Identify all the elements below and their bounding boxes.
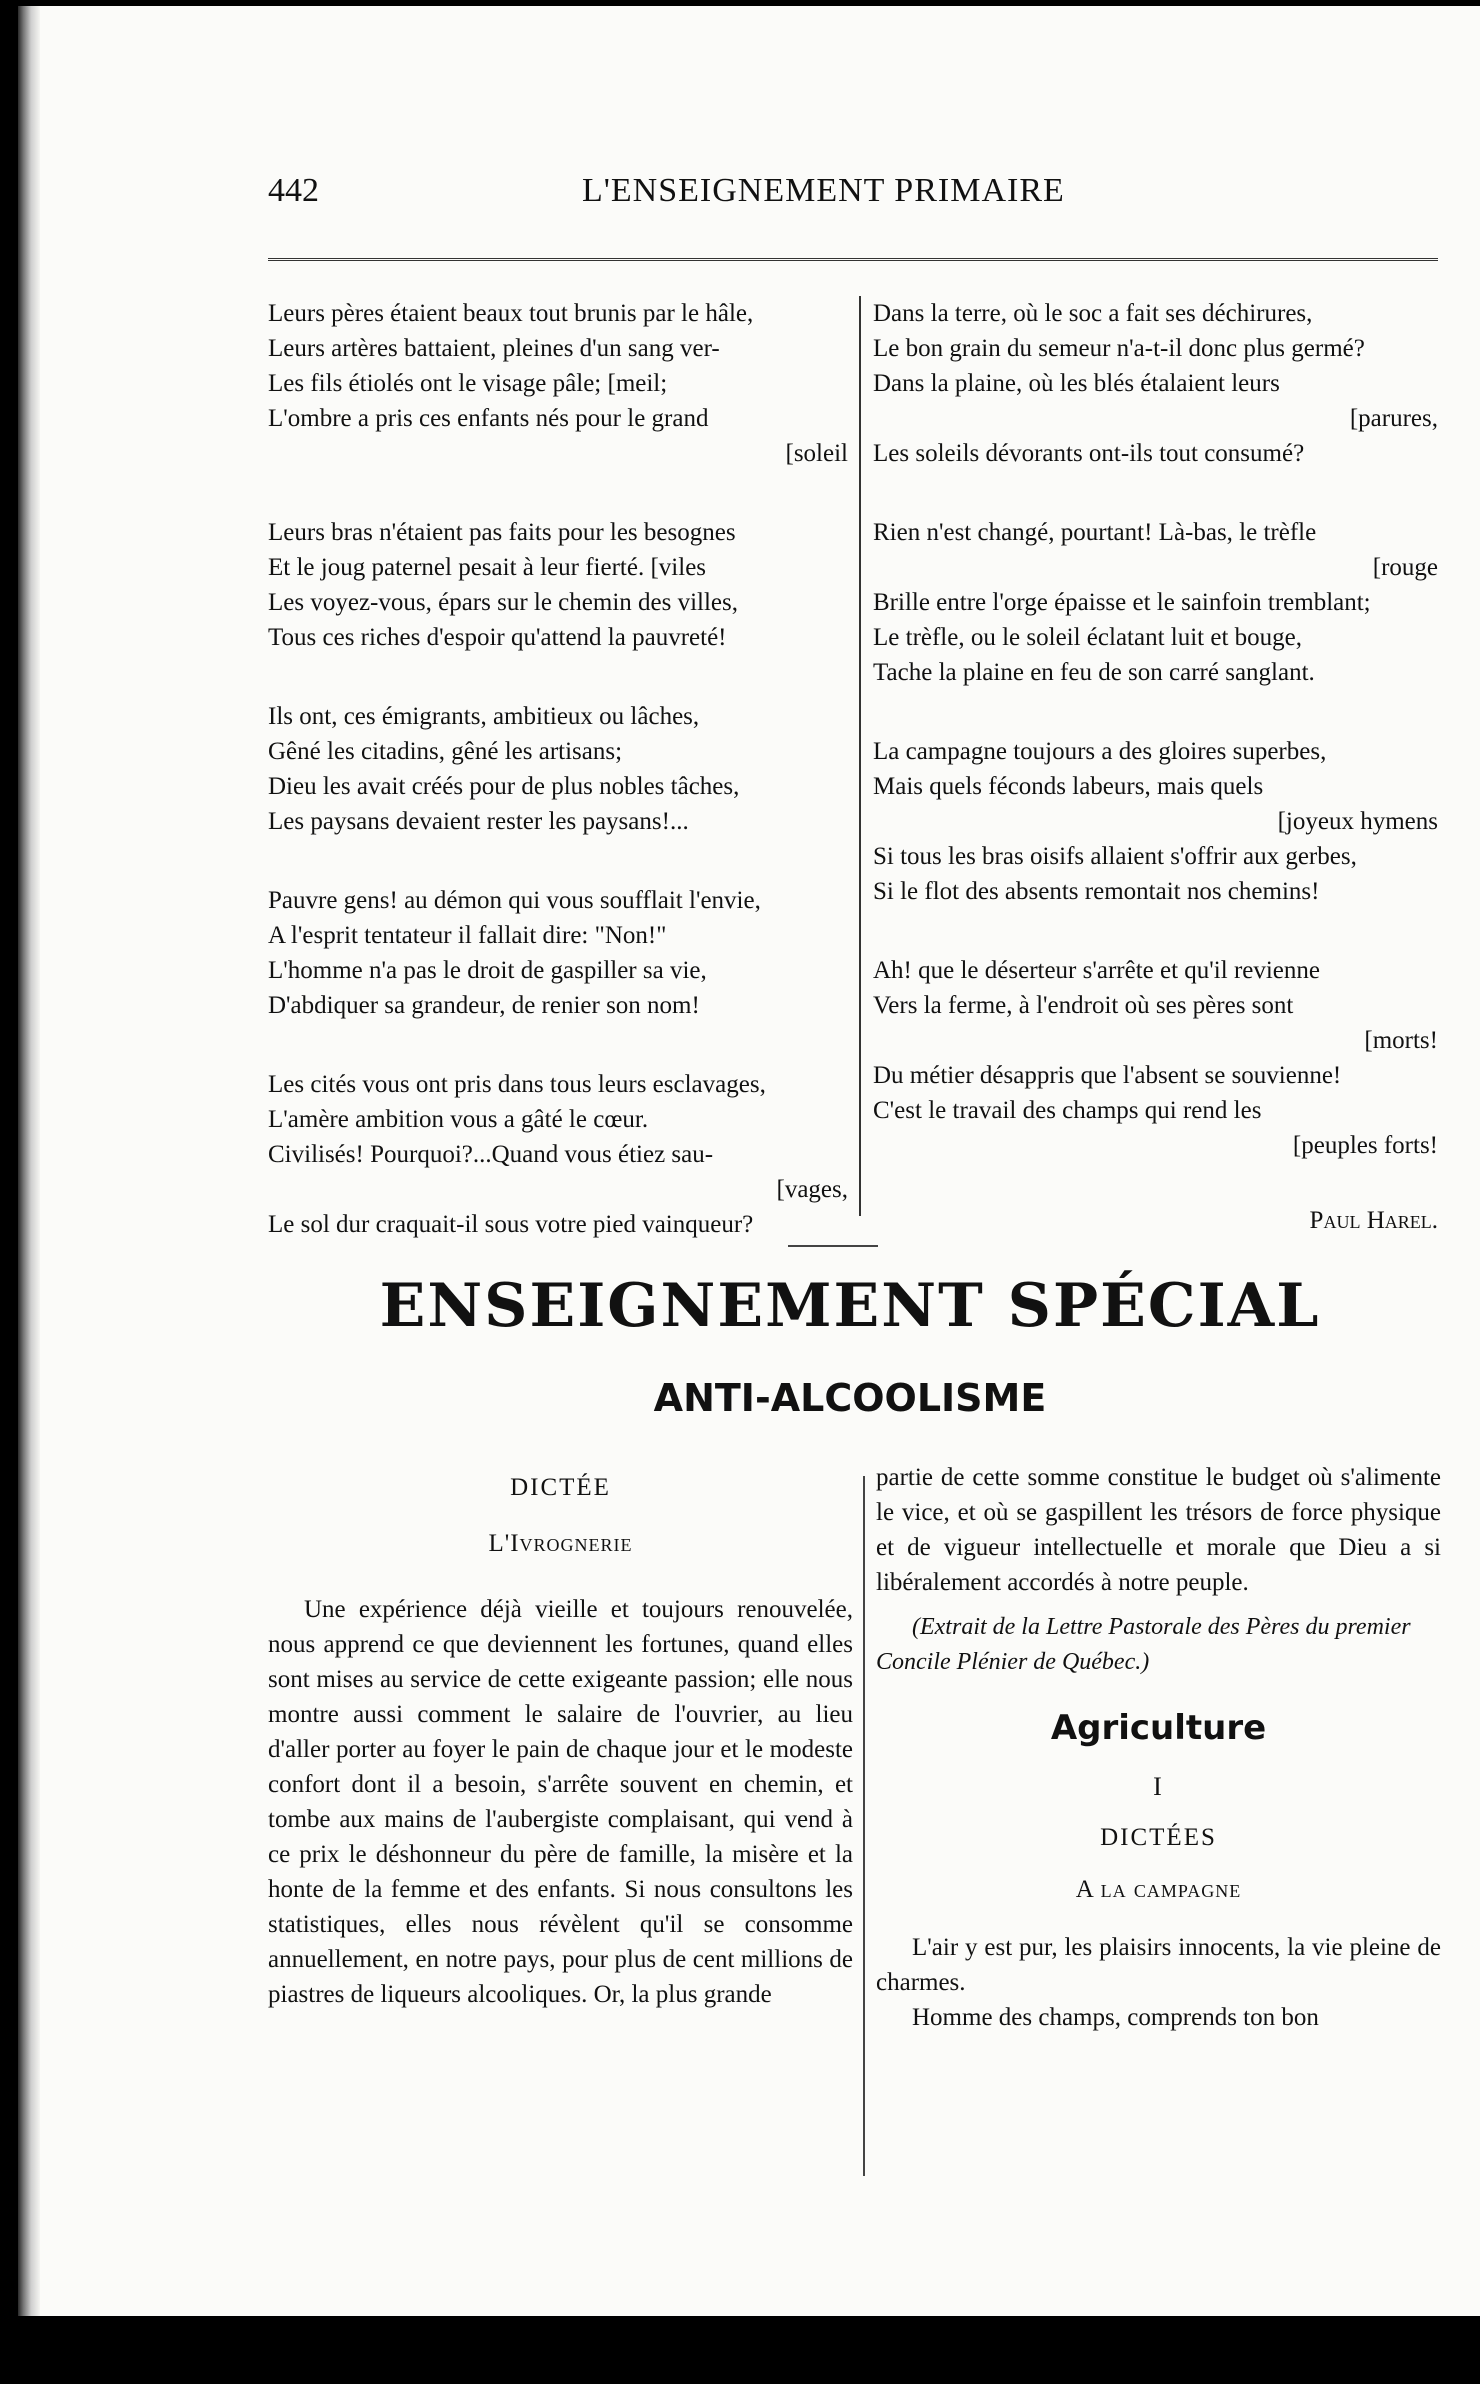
dictee-column (268, 1456, 853, 2012)
poem-line: [morts! (1364, 1027, 1438, 1054)
poem-line: Tous ces riches d'espoir qu'attend la pauvreté! (268, 624, 727, 651)
poem-line: Ah! que le déserteur s'arrête et qu'il revienne (873, 957, 1320, 984)
poem-stanza (268, 883, 848, 1023)
poem-line: Leurs bras n'étaient pas faits pour les besognes (268, 519, 736, 546)
poem-line: Le trèfle, ou le soleil éclatant luit et bouge, (873, 624, 1303, 651)
poem-line: A l'esprit tentateur il fallait dire: "Non!" (268, 922, 667, 949)
poem-line: Gêné les citadins, gêné les artisans; (268, 738, 623, 765)
poem-line: [vages, (776, 1176, 848, 1203)
poem-line: Les soleils dévorants ont-ils tout consumé? (873, 440, 1305, 467)
section-rule (788, 1245, 878, 1247)
poem-signature: Paul Harel. (1309, 1207, 1438, 1234)
poem-line: Si le flot des absents remontait nos chemins! (873, 878, 1320, 905)
agriculture-title: A la campagne (1075, 1876, 1242, 1903)
dictee-subheading: L'Ivrognerie (488, 1530, 633, 1557)
agriculture-heading: Agriculture (1050, 1708, 1267, 1748)
poem-line: L'ombre a pris ces enfants nés pour le grand (268, 405, 709, 432)
poem-line: Le bon grain du semeur n'a-t-il donc plus germé? (873, 335, 1365, 362)
poem-right-stanzas (873, 296, 1438, 1163)
dictee-credit: (Extrait de la Lettre Pastorale des Pères du premier Concile Plénier de Québec.) (876, 1614, 1411, 1675)
column-divider (863, 1476, 865, 2176)
poem-line: Pauvre gens! au démon qui vous soufflait l'envie, (268, 887, 761, 914)
dictee-paragraph: Une expérience déjà vieille et toujours renouvelée, nous apprend ce que deviennent les fortunes, quand elles sont mises au service de cette exigeante passion; elle nous montre aussi comment le salaire de l'ouvrier, au lieu d'aller porter au foyer le pain de chaque jour et le modeste confort dont il a besoin, s'arrête souvent en chemin, et tombe aux mains de l'aubergiste complaisant, qui vend à ce prix le déshonneur du père de famille, la misère et la honte de la femme et des enfants. Si nous consultons les statistiques, elles nous révèlent qu'il se consomme annuellement, en notre pays, pour plus de cent millions de piastres de liqueurs alcooliques. Or, la plus grande (268, 1596, 853, 2008)
poem-stanza (268, 296, 848, 471)
agriculture-number: I (1153, 1772, 1164, 1801)
page-number: 442 (268, 172, 319, 209)
poem-left-column (268, 296, 848, 1286)
poem-line: [rouge (1372, 554, 1438, 581)
poem-line: [peuples forts! (1292, 1132, 1438, 1159)
poem-line: Tache la plaine en feu de son carré sanglant. (873, 659, 1315, 686)
bottom-columns (268, 1456, 1441, 2306)
agriculture-paragraph: L'air y est pur, les plaisirs innocents, la vie pleine de charmes. (876, 1934, 1441, 1996)
poem-line: Le sol dur craquait-il sous votre pied vainqueur? (268, 1211, 754, 1238)
poem-stanza (268, 699, 848, 839)
poem-line: [joyeux hymens (1277, 808, 1438, 835)
poem-line: Brille entre l'orge épaisse et le sainfoin tremblant; (873, 589, 1371, 616)
agriculture-paragraph: Homme des champs, comprends ton bon (912, 2004, 1319, 2031)
poem-line: Vers la ferme, à l'endroit où ses pères sont (873, 992, 1294, 1019)
poem (268, 296, 1438, 1376)
agriculture-subheading: DICTÉES (1100, 1824, 1217, 1851)
poem-stanza (873, 953, 1438, 1163)
poem-line: Les cités vous ont pris dans tous leurs esclavages, (268, 1071, 766, 1098)
poem-line: Dans la terre, où le soc a fait ses déchirures, (873, 300, 1313, 327)
poem-line: Les voyez-vous, épars sur le chemin des villes, (268, 589, 739, 616)
header-rule (268, 258, 1438, 261)
poem-stanza (873, 515, 1438, 690)
section-title: ENSEIGNEMENT SPÉCIAL (379, 1271, 1321, 1341)
page-header (250, 156, 1450, 216)
poem-line: La campagne toujours a des gloires superbes, (873, 738, 1327, 765)
dictee-continuation: partie de cette somme constitue le budget où s'alimente le vice, et où se gaspillent les trésors de force physique et de vigueur intellectuelle et morale que Dieu a si libéralement accordés à notre peuple. (876, 1464, 1441, 1596)
poem-line: Les fils étiolés ont le visage pâle; [meil; (268, 370, 668, 397)
poem-line: [parures, (1349, 405, 1438, 432)
poem-line: D'abdiquer sa grandeur, de renier son nom! (268, 992, 700, 1019)
poem-stanza (268, 515, 848, 655)
right-column (876, 1456, 1441, 2035)
poem-line: C'est le travail des champs qui rend les (873, 1097, 1262, 1124)
book-page (18, 6, 1480, 2316)
poem-line: Du métier désappris que l'absent se souvienne! (873, 1062, 1342, 1089)
poem-line: Si tous les bras oisifs allaient s'offrir aux gerbes, (873, 843, 1357, 870)
column-divider (859, 296, 861, 1216)
poem-right-column (873, 296, 1438, 1235)
poem-line: Leurs artères battaient, pleines d'un sang ver- (268, 335, 720, 362)
running-title: L'ENSEIGNEMENT PRIMAIRE (582, 172, 1065, 209)
poem-line: Leurs pères étaient beaux tout brunis par le hâle, (268, 300, 754, 327)
dictee-heading: DICTÉE (510, 1474, 611, 1501)
poem-line: Mais quels féconds labeurs, mais quels (873, 773, 1264, 800)
book-spine-shadow (18, 6, 40, 2316)
poem-line: L'homme n'a pas le droit de gaspiller sa vie, (268, 957, 707, 984)
poem-line: Et le joug paternel pesait à leur fierté. [viles (268, 554, 707, 581)
poem-line: L'amère ambition vous a gâté le cœur. (268, 1106, 649, 1133)
poem-line: Rien n'est changé, pourtant! Là-bas, le trèfle (873, 519, 1317, 546)
page-content (250, 156, 1450, 2031)
poem-stanza (873, 734, 1438, 909)
poem-line: [soleil (785, 440, 848, 467)
poem-stanza (873, 296, 1438, 471)
poem-line: Dans la plaine, où les blés étalaient leurs (873, 370, 1280, 397)
poem-line: Les paysans devaient rester les paysans!... (268, 808, 689, 835)
poem-line: Ils ont, ces émigrants, ambitieux ou lâches, (268, 703, 700, 730)
poem-line: Civilisés! Pourquoi?...Quand vous étiez sau- (268, 1141, 714, 1168)
poem-line: Dieu les avait créés pour de plus nobles tâches, (268, 773, 740, 800)
poem-stanza (268, 1067, 848, 1242)
section-subtitle: ANTI-ALCOOLISME (653, 1376, 1047, 1420)
